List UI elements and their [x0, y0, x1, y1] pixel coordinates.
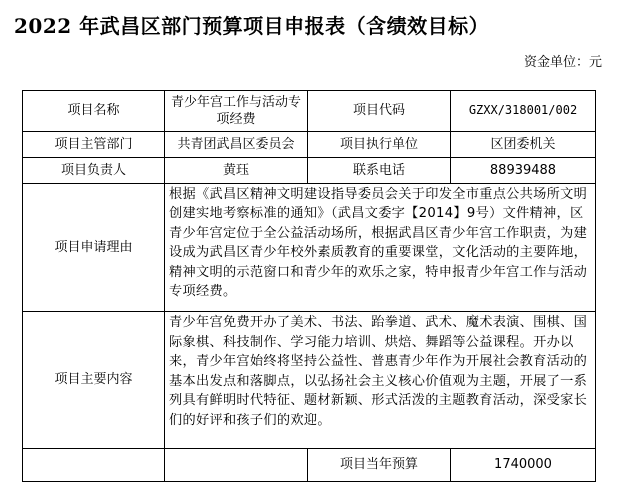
project-name-label: 项目名称 — [23, 91, 165, 132]
project-manager-label: 项目负责人 — [23, 157, 165, 183]
project-manager-value: 黄珏 — [165, 157, 308, 183]
application-reason-label: 项目申请理由 — [23, 183, 165, 311]
main-content-text: 青少年宫免费开办了美术、书法、跆拳道、武术、魔术表演、围棋、国际象棋、科技制作、学习能力培训、烘焙、舞蹈等公益课程。开办以来，青少年宫始终将坚持公益性、普惠青少年作为开展社会教育活动的基本出发点和落脚点，以弘扬社会主义核心价值观为主题，开展了一系列具有鲜明时代特征、题材新颖、形式活泼的主题教育活动，深受家长们的好评和孩子们的欢迎。 — [165, 312, 596, 449]
currency-unit-label: 资金单位：元 — [523, 55, 602, 70]
table-row — [23, 183, 596, 311]
page-title: 2022 年武昌区部门预算项目申报表（含绩效目标） — [14, 14, 490, 38]
annual-budget-label: 项目当年预算 — [308, 448, 451, 481]
empty-cell — [23, 448, 165, 481]
project-name-value: 青少年宫工作与活动专项经费 — [165, 91, 308, 132]
contact-phone-label: 联系电话 — [308, 157, 451, 183]
executing-unit-label: 项目执行单位 — [308, 131, 451, 157]
table-row — [23, 448, 596, 481]
main-content-label: 项目主要内容 — [23, 312, 165, 449]
table-row — [23, 131, 596, 157]
contact-phone-value: 88939488 — [451, 157, 596, 183]
executing-unit-value: 区团委机关 — [451, 131, 596, 157]
table-row — [23, 312, 596, 449]
project-code-value: GZXX/318001/002 — [451, 91, 596, 132]
table-row — [23, 91, 596, 132]
annual-budget-value: 1740000 — [451, 448, 596, 481]
empty-cell — [165, 448, 308, 481]
application-reason-text: 根据《武昌区精神文明建设指导委员会关于印发全市重点公共场所文明创建实地考察标准的通知》（武昌文委字【2014】9号）文件精神，区青少年宫定位于全公益活动场所，根据武昌区青少年宫工作职责，为建设成为武昌区青少年校外素质教育的重要课堂，文化活动的主要阵地，精神文明的示范窗口和青少年的欢乐之家，特申报青少年宫工作与活动专项经费。 — [165, 183, 596, 311]
supervising-dept-label: 项目主管部门 — [23, 131, 165, 157]
table-row — [23, 157, 596, 183]
project-code-label: 项目代码 — [308, 91, 451, 132]
supervising-dept-value: 共青团武昌区委员会 — [165, 131, 308, 157]
budget-application-table — [22, 90, 596, 482]
